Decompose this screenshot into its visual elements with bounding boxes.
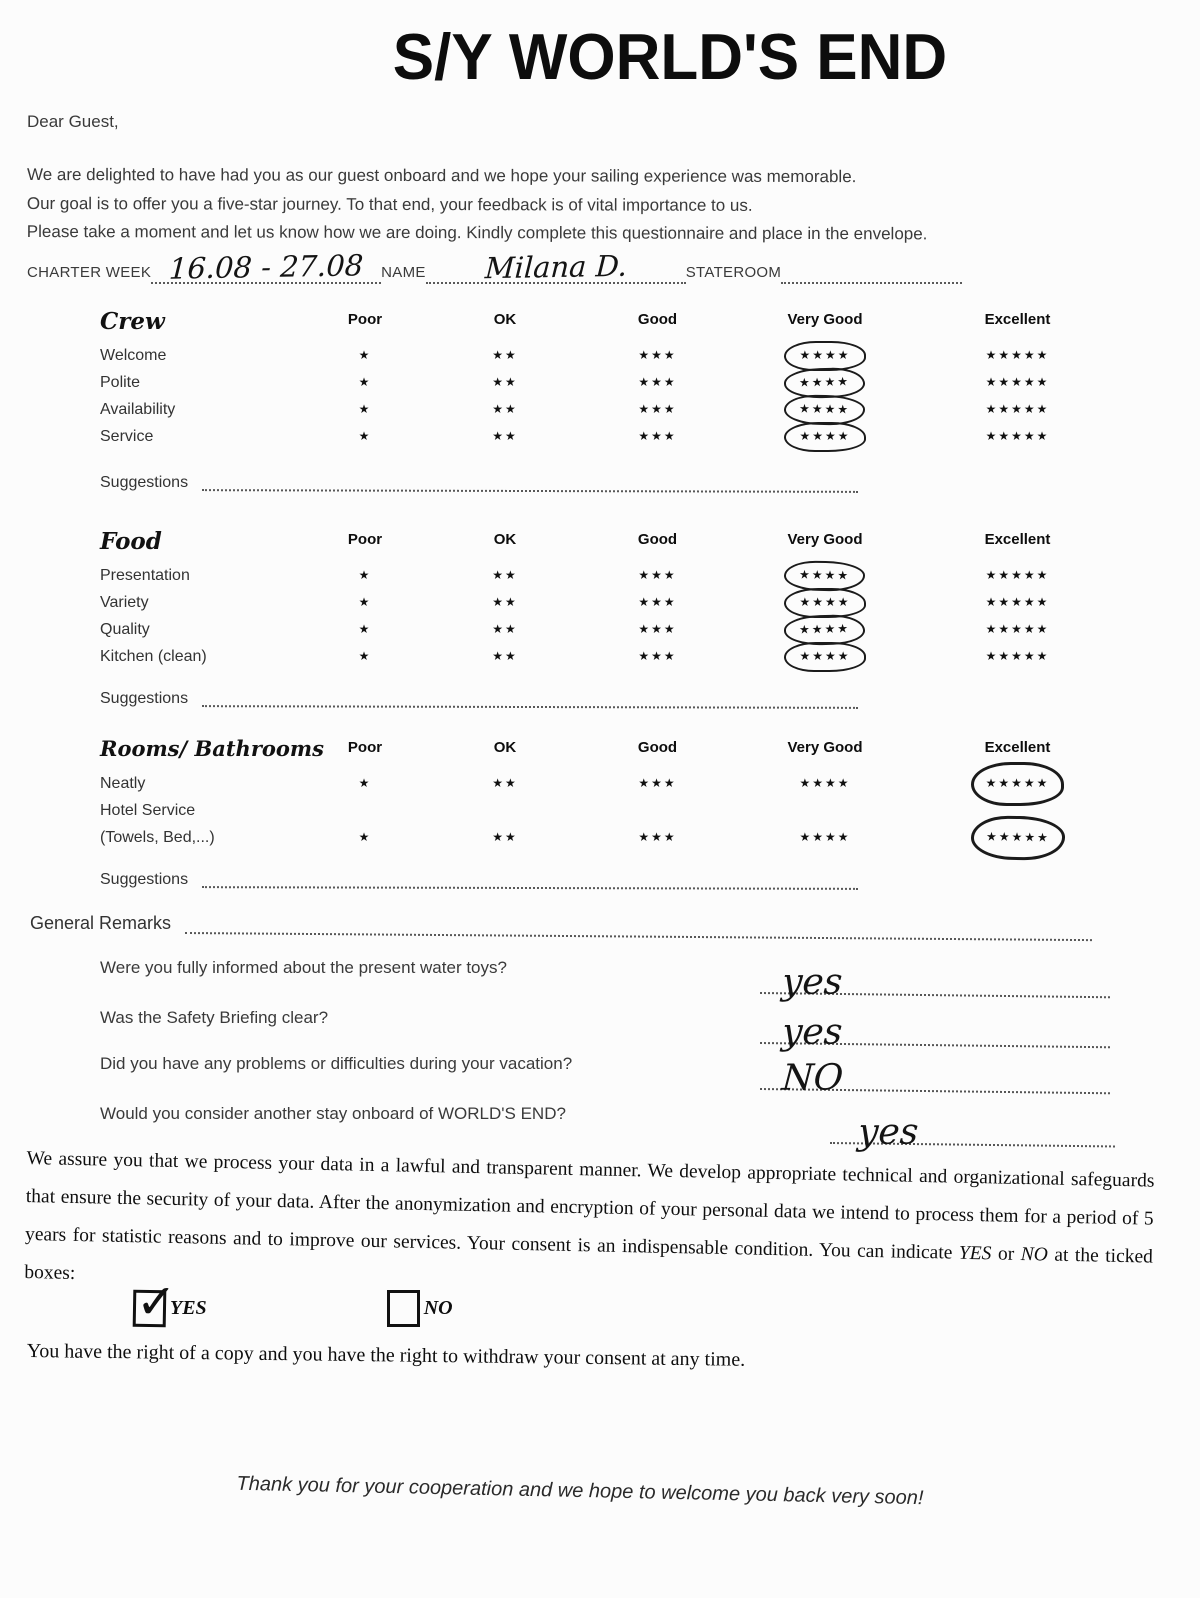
rooms-section-title: Rooms/ Bathrooms (100, 736, 324, 761)
rating-row-variety: Variety ★ ★★ ★★★ ★★★★ ★★★★★ (100, 589, 1160, 616)
general-remarks-label: General Remarks (30, 913, 172, 933)
rating-option-2[interactable]: ★★ (492, 568, 518, 582)
suggestions-label: Suggestions (100, 871, 189, 888)
column-header-poor: Poor (347, 739, 383, 756)
general-remarks-input-line[interactable] (185, 929, 1092, 941)
rating-option-4[interactable]: ★★★★ (799, 776, 851, 790)
rating-option-4-selected[interactable] (735, 342, 915, 369)
consent-checkboxes (133, 1273, 453, 1331)
column-header-poor: Poor (347, 531, 383, 548)
rating-option-2[interactable]: ★★ (492, 348, 518, 362)
rating-option-5[interactable]: ★★★★★ (985, 348, 1050, 362)
rating-row-quality: Quality ★ ★★ ★★★ ★★★★ ★★★★★ (100, 616, 1160, 643)
header-fields (27, 248, 962, 286)
handwritten-answer: yes (856, 1111, 920, 1153)
selection-circle: ★★★★ (784, 422, 865, 452)
rating-option-4-selected[interactable] (735, 616, 915, 643)
rating-option-2[interactable]: ★★ (492, 622, 518, 636)
rating-option-1[interactable]: ★ (358, 776, 372, 790)
intro-line: Please take a moment and let us know how we are doing. Kindly complete this questionnaire and place in the envelope. (26, 221, 928, 244)
rights-statement: You have the right of a copy and you have the right to withdraw your consent at any time. (26, 1340, 746, 1371)
rating-row-service: Service ★ ★★ ★★★ ★★★★ ★★★★★ (100, 423, 1160, 450)
rating-option-2[interactable]: ★★ (492, 830, 518, 844)
rating-option-3[interactable]: ★★★ (638, 429, 677, 443)
rating-option-3[interactable]: ★★★ (638, 402, 677, 416)
rating-option-1[interactable]: ★ (358, 568, 372, 582)
food-section-title: Food (100, 528, 162, 555)
rating-row-neatly: Neatly ★ ★★ ★★★ ★★★★ ★★★★★ (100, 770, 1160, 797)
yes-checkbox-label: YES (170, 1297, 207, 1319)
selection-circle: ★★★★ (784, 341, 865, 371)
name-value: Milana D. (483, 248, 628, 286)
intro-line: We are delighted to have had you as our guest onboard and we hope your sailing experience was memorable. (26, 164, 857, 187)
section-food (0, 528, 1160, 708)
rating-row-towels-bed: (Towels, Bed,...) ★ ★★ ★★★ ★★★★ ★★★★★ (100, 824, 1160, 851)
rating-row-availability: Availability ★ ★★ ★★★ ★★★★ ★★★★★ (100, 396, 1160, 423)
selection-circle: ★★★★ (784, 394, 866, 425)
no-checkbox[interactable] (387, 1290, 420, 1327)
consent-yes-word: YES (958, 1242, 992, 1265)
answer-line[interactable] (760, 996, 1111, 1053)
rating-option-4-selected[interactable] (735, 589, 915, 616)
rating-row-polite: Polite ★ ★★ ★★★ ★★★★ ★★★★★ (100, 369, 1160, 396)
rating-option-4-selected[interactable] (735, 643, 915, 670)
column-header-very-good: Very Good (787, 531, 863, 548)
yes-checkbox[interactable] (133, 1273, 177, 1331)
column-header-excellent: Excellent (984, 311, 1051, 328)
name-label: NAME (381, 264, 426, 281)
rating-option-1[interactable]: ★ (358, 595, 372, 609)
rating-option-5[interactable]: ★★★★★ (985, 649, 1050, 663)
rating-option-4-selected[interactable] (735, 396, 915, 423)
selection-circle: ★★★★ (784, 560, 866, 591)
rating-option-3[interactable]: ★★★ (638, 830, 677, 844)
column-header-poor: Poor (347, 311, 383, 328)
crew-header-row (100, 308, 1160, 342)
checkmark-icon: ✓ (135, 1273, 177, 1331)
consent-paragraph: We assure you that we process your data in a lawful and transparent manner. We develop appropriate technical and organizational safeguards that ensure the security of your data. After the anonymization and encryption of your personal data we intend to process them for a period of 5 years for statistic reasons and to improve our services. Your consent is an indispensable condition. You can indicate YES or NO at the ticked boxes: (24, 1147, 1155, 1284)
general-remarks (30, 913, 1092, 934)
question-safety-briefing: Was the Safety Briefing clear? yes (0, 996, 1160, 1044)
rating-option-5[interactable]: ★★★★★ (985, 429, 1050, 443)
question-another-stay: Would you consider another stay onboard of WORLD'S END? yes (0, 1092, 1160, 1144)
answer-line[interactable] (830, 1092, 1116, 1153)
rating-row-kitchen: Kitchen (clean) ★ ★★ ★★★ ★★★★ ★★★★★ (100, 643, 1160, 670)
rating-option-5-selected[interactable] (915, 824, 1120, 851)
intro-line: Our goal is to offer you a five-star journey. To that end, your feedback is of vital importance to us. (26, 193, 753, 215)
crew-section-title: Crew (100, 308, 165, 335)
rating-option-2[interactable]: ★★ (492, 429, 518, 443)
column-header-very-good: Very Good (787, 739, 863, 756)
column-header-very-good: Very Good (787, 311, 863, 328)
intro-paragraph (27, 161, 928, 249)
column-header-good: Good (637, 531, 678, 548)
column-header-ok: OK (493, 739, 517, 756)
greeting: Dear Guest, (27, 112, 119, 131)
rating-option-1[interactable]: ★ (358, 649, 372, 663)
handwritten-answer: yes (780, 961, 844, 1003)
selection-circle: ★★★★ (784, 642, 865, 672)
rating-row-welcome: Welcome ★ ★★ ★★★ ★★★★ ★★★★★ (100, 342, 1160, 369)
no-checkbox-label: NO (423, 1297, 453, 1319)
column-header-excellent: Excellent (984, 531, 1051, 548)
rating-option-1[interactable]: ★ (358, 402, 372, 416)
rating-option-3[interactable]: ★★★ (638, 348, 677, 362)
column-header-ok: OK (493, 531, 517, 548)
rating-option-5[interactable]: ★★★★★ (985, 402, 1050, 416)
rating-option-3[interactable]: ★★★ (638, 776, 677, 790)
stateroom-label: STATEROOM (685, 264, 782, 281)
rating-option-4-selected[interactable] (735, 369, 915, 396)
answer-line[interactable] (760, 1042, 1111, 1099)
suggestions-label: Suggestions (100, 690, 189, 707)
rooms-suggestions (100, 871, 858, 889)
rating-row-hotel-service: Hotel Service (100, 802, 196, 819)
selection-circle: ★★★★ (784, 367, 866, 399)
name-field[interactable] (426, 248, 686, 286)
answer-line[interactable] (760, 946, 1111, 1003)
charter-week-label: CHARTER WEEK (27, 264, 152, 281)
rating-option-1[interactable]: ★ (358, 830, 372, 844)
rating-option-2[interactable]: ★★ (492, 402, 518, 416)
column-header-good: Good (637, 311, 678, 328)
rating-option-3[interactable]: ★★★ (638, 622, 677, 636)
charter-week-field[interactable] (151, 248, 381, 286)
column-header-good: Good (637, 739, 678, 756)
rating-option-3[interactable]: ★★★ (638, 595, 677, 609)
page-title: S/Y WORLD'S END (392, 21, 948, 94)
food-header-row (100, 528, 1160, 562)
stateroom-field[interactable] (781, 264, 962, 284)
section-rooms-bathrooms (0, 736, 1160, 889)
rating-option-4-selected[interactable] (735, 562, 915, 589)
rating-option-2[interactable]: ★★ (492, 375, 518, 389)
rating-option-4-selected[interactable] (735, 423, 915, 450)
rating-option-1[interactable]: ★ (358, 375, 372, 389)
rating-option-3[interactable]: ★★★ (638, 568, 677, 582)
handwritten-answer: yes (780, 1011, 844, 1053)
rating-option-3[interactable]: ★★★ (638, 375, 677, 389)
column-header-excellent: Excellent (984, 739, 1051, 756)
rating-option-2[interactable]: ★★ (492, 595, 518, 609)
question-water-toys: Were you fully informed about the present water toys? yes (0, 946, 1160, 994)
footer-thanks: Thank you for your cooperation and we hope to welcome you back very soon! (236, 1472, 924, 1510)
consent-no-word: NO (1020, 1243, 1048, 1266)
handwritten-answer: NO (780, 1057, 845, 1099)
rating-option-1[interactable]: ★ (358, 348, 372, 362)
rating-option-5[interactable]: ★★★★★ (985, 595, 1050, 609)
column-header-ok: OK (493, 311, 517, 328)
selection-circle: ★★★★ (784, 588, 865, 618)
suggestions-input-line[interactable] (202, 702, 858, 709)
question-problems: Did you have any problems or difficulties during your vacation? NO (0, 1042, 1160, 1090)
selection-circle: ★★★★★ (971, 762, 1065, 806)
selection-circle: ★★★★ (784, 614, 866, 646)
rating-option-4[interactable]: ★★★★ (799, 830, 851, 844)
suggestions-input-line[interactable] (202, 486, 858, 493)
food-suggestions (100, 690, 858, 708)
rating-option-5[interactable]: ★★★★★ (985, 568, 1050, 582)
rating-option-2[interactable]: ★★ (492, 649, 518, 663)
rating-option-1[interactable]: ★ (358, 622, 372, 636)
rating-option-1[interactable]: ★ (358, 429, 372, 443)
rating-option-5-selected[interactable] (915, 770, 1120, 797)
rating-option-3[interactable]: ★★★ (638, 649, 677, 663)
charter-week-value: 16.08 - 27.08 (168, 248, 365, 286)
section-crew (0, 308, 1160, 492)
crew-suggestions (100, 474, 858, 492)
selection-circle: ★★★★★ (970, 815, 1065, 861)
rating-option-2[interactable]: ★★ (492, 776, 518, 790)
suggestions-label: Suggestions (100, 474, 189, 491)
rating-row-presentation: Presentation ★ ★★ ★★★ ★★★★ ★★★★★ (100, 562, 1160, 589)
suggestions-input-line[interactable] (202, 883, 858, 890)
rating-option-5[interactable]: ★★★★★ (985, 622, 1050, 636)
rating-option-5[interactable]: ★★★★★ (985, 375, 1050, 389)
